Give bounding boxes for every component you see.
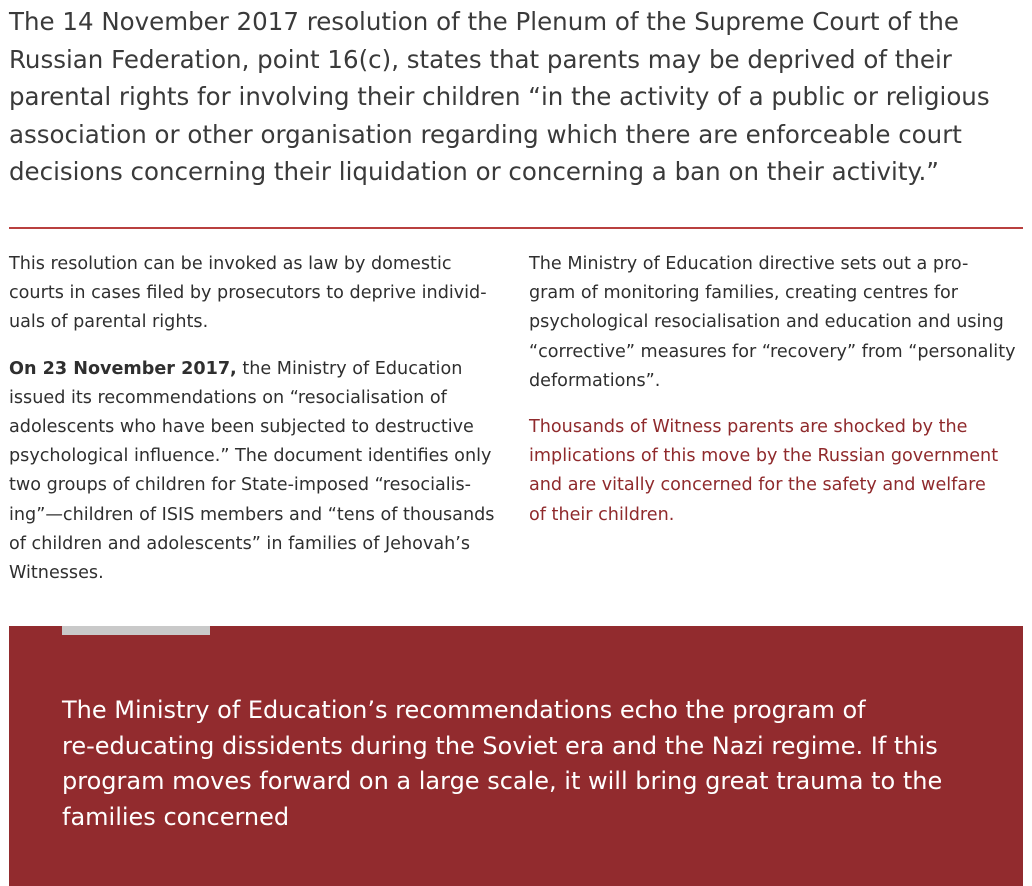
text-line: two groups of children for State-imposed “resocialis- xyxy=(9,475,472,496)
pull-quote-box xyxy=(9,626,1023,886)
text-line: courts in cases filed by prosecutors to deprive individ- xyxy=(9,283,487,304)
date-emphasis: On 23 November 2017, xyxy=(9,358,237,379)
text-line: “corrective” measures for “recovery” from “personality xyxy=(529,341,1016,362)
text-line: This resolution can be invoked as law by domestic xyxy=(9,254,452,274)
text-line: The Ministry of Education directive sets out a pro- xyxy=(529,254,969,274)
text-line: psychological influence.” The document identifies only xyxy=(9,446,492,467)
lead-line: decisions concerning their liquidation or concerning a ban on their activity.” xyxy=(9,157,939,186)
lead-paragraph xyxy=(9,3,1019,191)
text-line xyxy=(9,355,509,384)
right-paragraph-1 xyxy=(529,250,1029,396)
lead-line: Russian Federation, point 16(c), states that parents may be deprived of their xyxy=(9,44,952,74)
right-column xyxy=(529,250,1029,530)
quote-line: families concerned xyxy=(62,802,290,831)
quote-line: re-educating dissidents during the Soviet era and the Nazi regime. If this xyxy=(62,731,938,760)
text-line: issued its recommendations on “resocialisation of xyxy=(9,387,447,408)
text-line: adolescents who have been subjected to destructive xyxy=(9,417,474,438)
left-paragraph-1 xyxy=(9,250,509,338)
text-line: uals of parental rights. xyxy=(9,312,209,333)
text-line: implications of this move by the Russian government xyxy=(529,446,999,467)
section-divider xyxy=(9,227,1023,229)
left-paragraph-2 xyxy=(9,355,509,589)
right-paragraph-emphasis xyxy=(529,413,1029,530)
text-line: of their children. xyxy=(529,504,675,525)
text-line: psychological resocialisation and education and using xyxy=(529,312,1004,333)
text-line: Witnesses. xyxy=(9,563,104,584)
lead-line: parental rights for involving their children “in the activity of a public or religious xyxy=(9,82,990,111)
lead-line: The 14 November 2017 resolution of the Plenum of the Supreme Court of the xyxy=(9,7,959,36)
lead-line: association or other organisation regarding which there are enforceable court xyxy=(9,119,962,149)
quote-line: The Ministry of Education’s recommendations echo the program of xyxy=(62,696,866,724)
text-line: of children and adolescents” in families of Jehovah’s xyxy=(9,533,471,554)
text-line: and are vitally concerned for the safety and welfare xyxy=(529,475,986,496)
quote-tab-marker xyxy=(62,626,210,635)
text-line: Thousands of Witness parents are shocked by the xyxy=(529,417,968,438)
text-fragment: the Ministry of Education xyxy=(236,358,463,379)
text-line: gram of monitoring families, creating centres for xyxy=(529,283,959,304)
pull-quote-text xyxy=(62,693,1002,835)
text-line: ing”—children of ISIS members and “tens of thousands xyxy=(9,504,495,525)
text-line: deformations”. xyxy=(529,370,661,391)
left-column xyxy=(9,250,509,588)
quote-line: program moves forward on a large scale, it will bring great trauma to the xyxy=(62,767,943,795)
